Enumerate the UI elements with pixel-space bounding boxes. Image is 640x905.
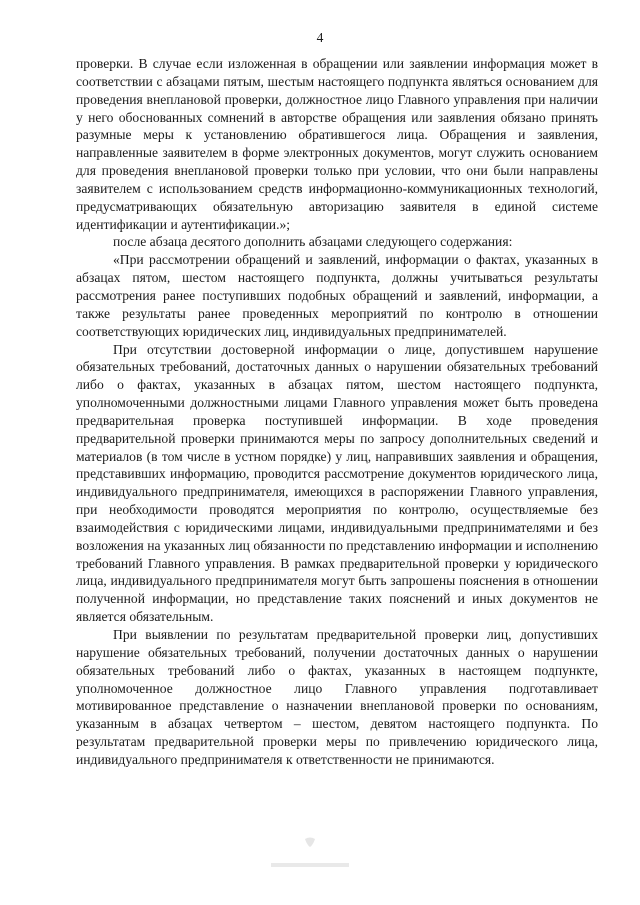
faint-stamp-mark [265,835,355,875]
paragraph-2: после абзаца десятого дополнить абзацами следующего содержания: [113,234,513,250]
document-body [76,55,598,769]
paragraph-5: При выявлении по результатам предварительной проверки лиц, допустивших нарушение обязательных требований, получении достаточных данных о нарушении обязательных требований либо о фактах, указанных в настоящем подпункте, уполномоченное должностное лицо Главного управления подготавливает мотивированное представление о назначении внеплановой проверки по основаниям, указанным в абзацах четвертом – шестом, девятом настоящего подпункта. По результатам предварительной проверки меры по привлечению юридического лица, индивидуального предпринимателя к ответственности не принимаются. [76,627,598,767]
paragraph-1: проверки. В случае если изложенная в обращении или заявлении информация может в соответствии с абзацами пятым, шестым настоящего подпункта являться основанием для проведения внеплановой проверки, должностное лицо Главного управления при наличии у него обоснованных сомнений в авторстве обращения или заявления обязано принять разумные меры к установлению обратившегося лица. Обращения и заявления, направленные заявителем в форме электронных документов, могут служить основанием для проведения внеплановой проверки только при условии, что они были направлены заявителем с использованием средств информационно-коммуникационных технологий, предусматривающих обязательную авторизацию заявителя в единой системе идентификации и аутентификации.»; [76,56,598,232]
page-number: 4 [316,30,324,45]
paragraph-3: «При рассмотрении обращений и заявлений, информации о фактах, указанных в абзацах пятом, шестом настоящего подпункта, должны учитываться результаты рассмотрения ранее поступивших подобных обращений и заявлений, информации, а также результаты ранее проведенных мероприятий по контролю в отношении соответствующих юридических лиц, индивидуальных предпринимателей. [76,252,598,339]
paragraph-4: При отсутствии достоверной информации о лице, допустившем нарушение обязательных требований, достаточных данных о нарушении обязательных требований либо о фактах, указанных в абзацах пятом, шестом настоящего подпункта, уполномоченными должностными лицами Главного управления может быть проведена предварительная проверка поступившей информации. В ходе проведения предварительной проверки принимаются меры по запросу дополнительных сведений и материалов (в том числе в устном порядке) у лиц, направивших заявления и обращения, представивших информацию, проводится рассмотрение документов юридического лица, индивидуального предпринимателя, имеющихся в распоряжении Главного управления, при необходимости проводятся мероприятия по контролю, осуществляемые без взаимодействия с юридическими лицами, индивидуальными предпринимателями и без возложения на указанных лиц обязанности по представлению информации и исполнению требований Главного управления. В рамках предварительной проверки у юридического лица, индивидуального предпринимателя могут быть запрошены пояснения в отношении полученной информации, но представление таких пояснений и иных документов не является обязательным. [76,341,598,625]
